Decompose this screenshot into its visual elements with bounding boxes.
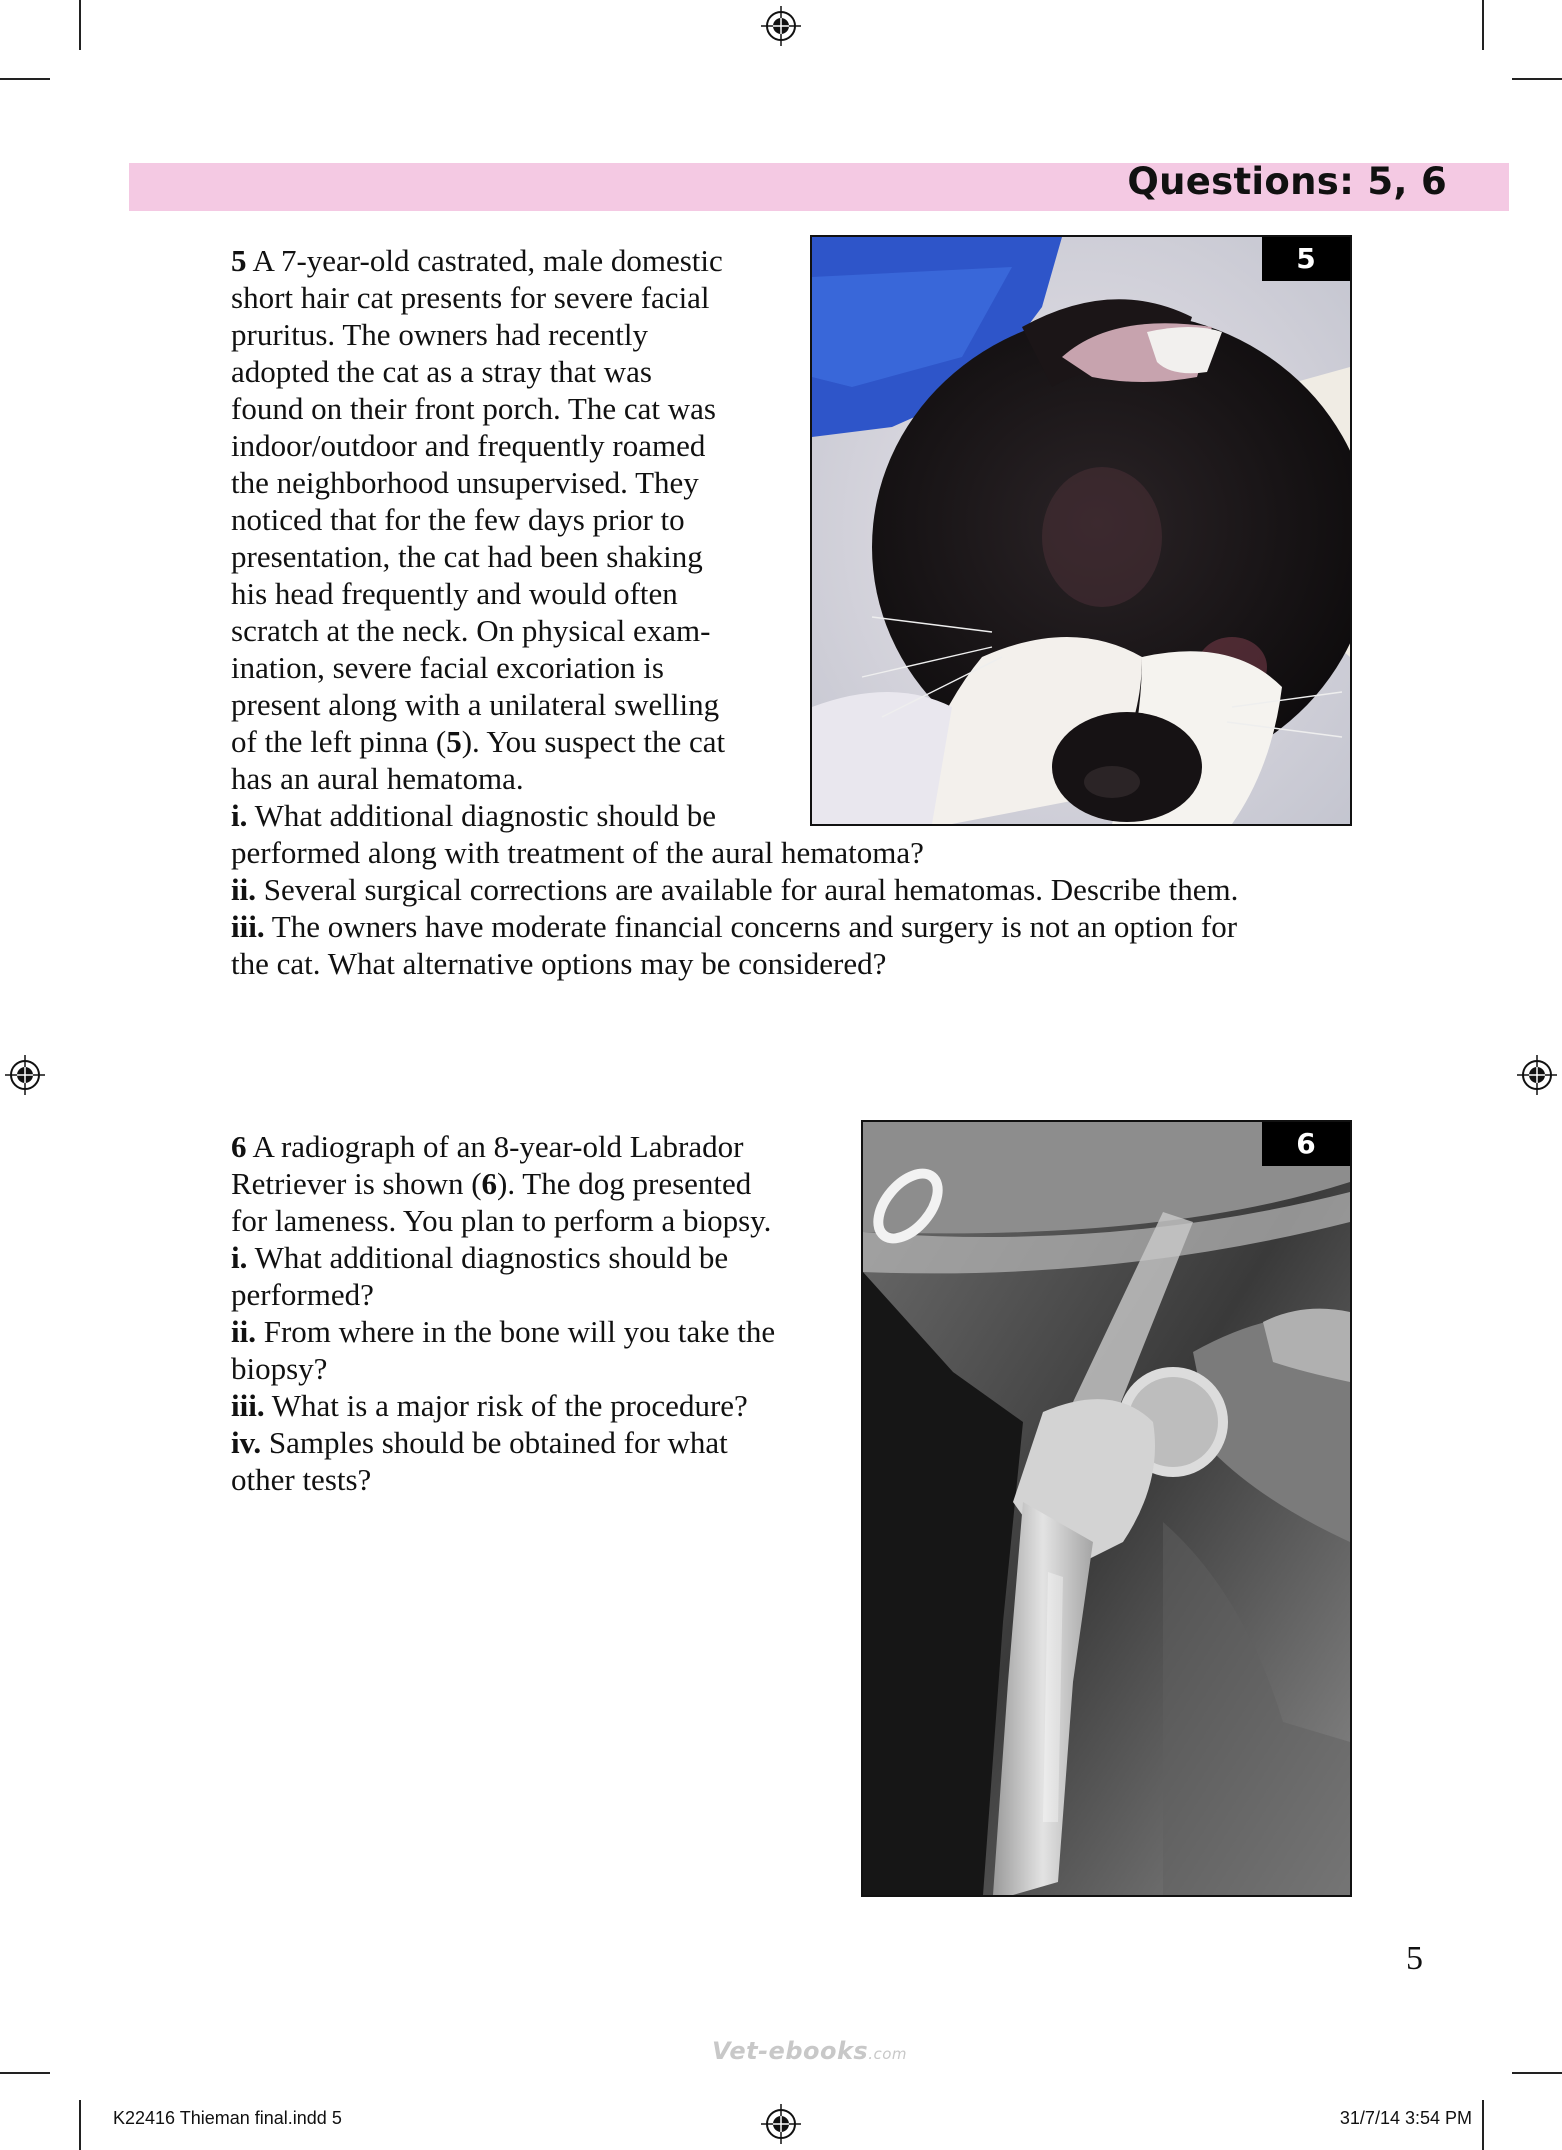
question-5-line: adopted the cat as a stray that was — [231, 354, 652, 389]
question-5-line: present along with a unilateral swelling — [231, 687, 720, 722]
crop-mark — [1482, 0, 1484, 50]
question-5-line: his head frequently and would often — [231, 576, 678, 611]
question-5-line: 5 A 7-year-old castrated, male domestic — [231, 243, 723, 278]
question-6-item-iv-cont: other tests? — [231, 1462, 372, 1497]
crop-mark — [0, 2072, 50, 2074]
question-5-line: ination, severe facial excoriation is — [231, 650, 664, 685]
question-6-item-ii-cont: biopsy? — [231, 1351, 328, 1386]
question-6-line: 6 A radiograph of an 8-year-old Labrador — [231, 1129, 744, 1164]
watermark: Vet-ebooks.com — [712, 2037, 908, 2065]
page-number: 5 — [1406, 1940, 1423, 1977]
radiograph-image — [863, 1122, 1350, 1895]
question-5-item-iii-cont: the cat. What alternative options may be considered? — [231, 946, 887, 981]
question-number: 5 — [231, 243, 247, 278]
question-6-item-i: i. What additional diagnostics should be — [231, 1240, 729, 1275]
crop-mark — [1482, 2100, 1484, 2150]
question-5-line: indoor/outdoor and frequently roamed — [231, 428, 706, 463]
question-5-line: pruritus. The owners had recently — [231, 317, 648, 352]
figure-6-label: 6 — [1262, 1122, 1350, 1166]
question-5-line: the neighborhood unsupervised. They — [231, 465, 699, 500]
crop-mark — [1512, 78, 1562, 80]
crop-mark — [79, 2100, 81, 2150]
registration-target-icon — [1517, 1055, 1557, 1095]
slug-right: 31/7/14 3:54 PM — [1339, 2108, 1472, 2128]
question-6-line: for lameness. You plan to perform a biopsy. — [231, 1203, 772, 1238]
question-5-item-iii: iii. The owners have moderate financial concerns and surgery is not an option for — [231, 909, 1238, 944]
registration-target-icon — [761, 2104, 801, 2144]
registration-target-icon — [761, 6, 801, 46]
question-5-line: found on their front porch. The cat was — [231, 391, 716, 426]
question-5-line: presentation, the cat had been shaking — [231, 539, 703, 574]
question-6-line: Retriever is shown (6). The dog presented — [231, 1166, 752, 1201]
figure-5-cat-photo — [810, 235, 1352, 826]
figure-5-label: 5 — [1262, 237, 1350, 281]
question-5-line: of the left pinna (5). You suspect the cat — [231, 724, 726, 759]
question-5-subquestions — [231, 834, 1351, 982]
question-6-item-ii: ii. From where in the bone will you take the — [231, 1314, 776, 1349]
figure-reference: 6 — [481, 1166, 498, 1201]
question-6-item-iii: iii. What is a major risk of the procedure? — [231, 1388, 748, 1423]
question-5-line: has an aural hematoma. — [231, 761, 524, 796]
question-number: 6 — [231, 1129, 247, 1164]
question-6-item-iv: iv. Samples should be obtained for what — [231, 1425, 728, 1460]
question-5-item-ii: ii. Several surgical corrections are available for aural hematomas. Describe them. — [231, 872, 1239, 907]
question-5-item-i-cont: performed along with treatment of the aural hematoma? — [231, 835, 924, 870]
question-5-line: noticed that for the few days prior to — [231, 502, 685, 537]
question-5-item-i: i. What additional diagnostic should be — [231, 798, 717, 833]
figure-6-radiograph — [861, 1120, 1352, 1897]
figure-reference: 5 — [446, 724, 462, 759]
registration-target-icon — [5, 1055, 45, 1095]
crop-mark — [1512, 2072, 1562, 2074]
question-6-text — [231, 1128, 824, 1498]
question-5-intro — [231, 242, 773, 834]
crop-mark — [0, 78, 50, 80]
question-5-line: scratch at the neck. On physical exam- — [231, 613, 711, 648]
question-6-item-i-cont: performed? — [231, 1277, 374, 1312]
crop-mark — [79, 0, 81, 50]
question-5-line: short hair cat presents for severe facial — [231, 280, 710, 315]
slug-left: K22416 Thieman final.indd 5 — [113, 2108, 342, 2128]
page-title: Questions: 5, 6 — [1127, 160, 1447, 203]
cat-photo-image — [812, 237, 1350, 824]
